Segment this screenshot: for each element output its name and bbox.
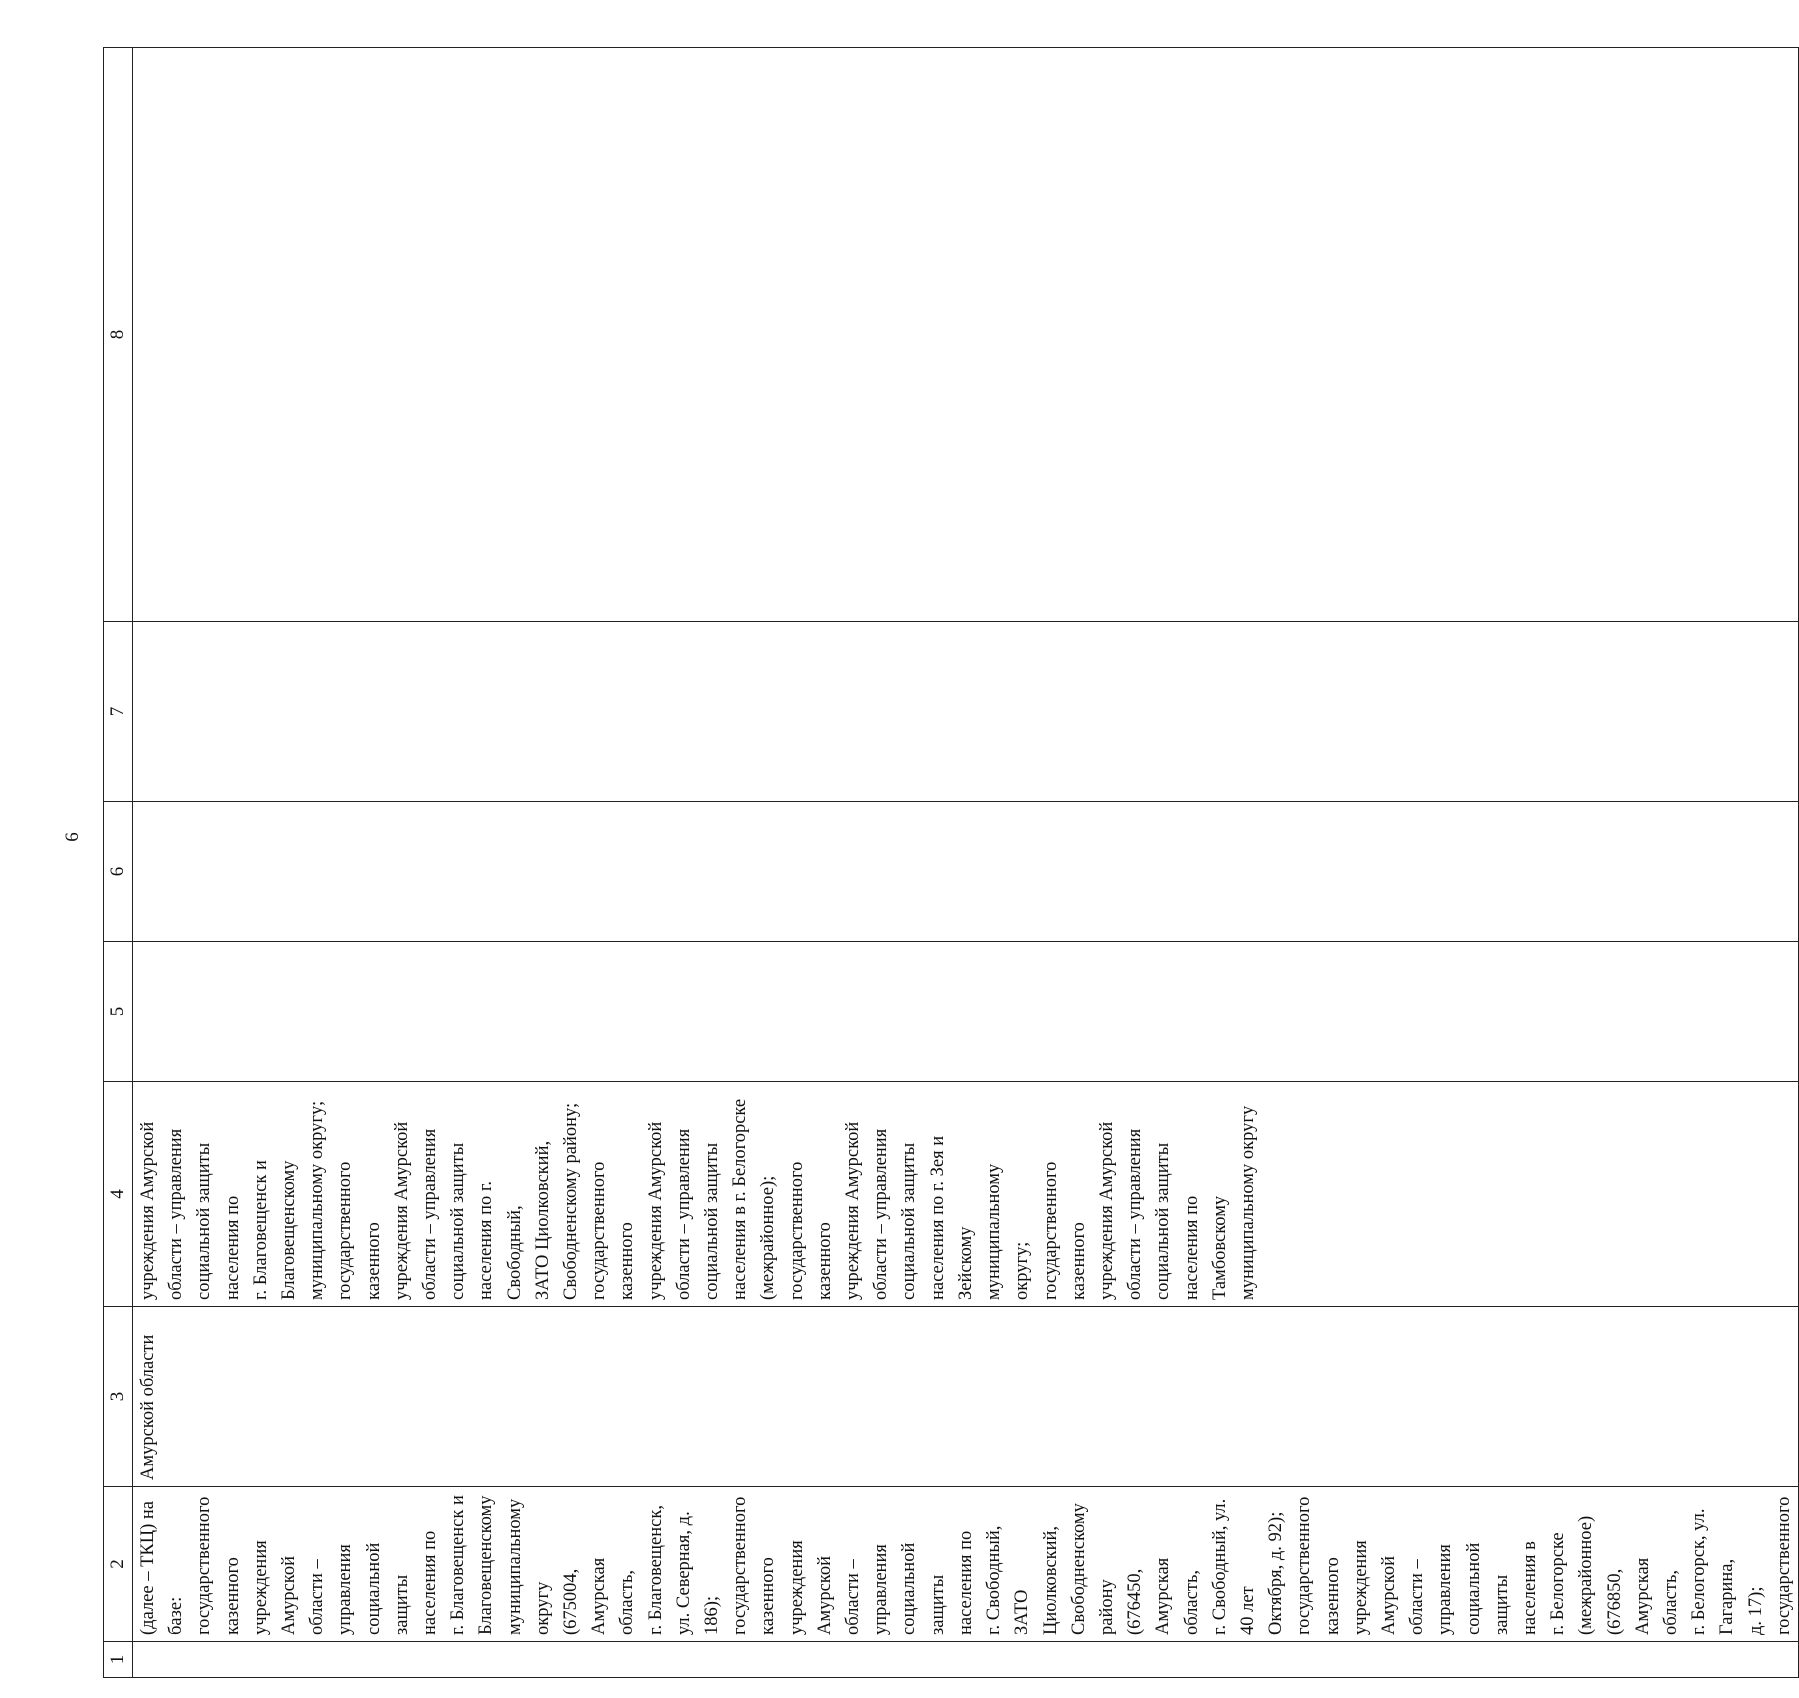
header-row [104, 48, 133, 1678]
cell-col4-text: учреждения Амурской области – управления социальной защиты населения по г. Благовещенск и Благовещенскому муниципальному округу; государственного казенного учреждения Амурской области – управления социальной защиты населения по г. Свободный, ЗАТО Циолковский, Свободненскому району; государственного казенного учреждения Амурской области – управления социальной защиты населения в г. Белогорске (межрайонное); государственного казенного учреждения Амурской области – управления социальной защиты населения по г. Зея и Зейскому муниципальному округу; государственного казенного учреждения Амурской области – управления социальной защиты населения по Тамбовскому муниципальному округу [138, 1098, 1258, 1300]
table-row [133, 48, 1799, 1678]
column-header-4: 4 [104, 1082, 133, 1307]
column-header-3: 3 [104, 1307, 133, 1487]
column-header-7: 7 [104, 622, 133, 802]
cell-col1 [133, 1642, 1799, 1678]
rotated-table-container [103, 48, 1794, 1678]
cell-col5 [133, 942, 1799, 1082]
column-header-6: 6 [104, 802, 133, 942]
cell-col2 [133, 1487, 1799, 1642]
cell-col3-text: Амурской области [138, 1334, 158, 1480]
cell-col6-text [133, 808, 134, 935]
cell-col1-text [133, 1648, 134, 1671]
cell-col8-text [133, 54, 134, 615]
column-header-5: 5 [104, 942, 133, 1082]
document-table [103, 47, 1799, 1678]
cell-col3 [133, 1307, 1799, 1487]
page-number: 6 [62, 832, 83, 842]
cell-col2-text: (далее – ТКЦ) на базе: государственного казенного учреждения Амурской области – управления социальной защиты населения по г. Благовещенск и Благовещенскому муниципальному округу (675004, Амурская область, г. Благовещенск, ул. Северная, д. 186); государственного казенного учреждения Амурской области – управления социальной защиты населения по г. Свободный, ЗАТО Циолковский, Свободненскому району (676450, Амурская область, г. Свободный, ул. 40 лет Октября, д. 92); государственного казенного учреждения Амурской области – управления социальной защиты населения в г. Белогорске (межрайонное) (676850, Амурская область, г. Белогорск, ул. Гагарина, д. 17); государственного [138, 1495, 1794, 1635]
cell-col4 [133, 1082, 1799, 1307]
cell-col8 [133, 48, 1799, 622]
column-header-8: 8 [104, 48, 133, 622]
column-header-2: 2 [104, 1487, 133, 1642]
cell-col5-text [133, 948, 134, 1075]
column-header-1: 1 [104, 1642, 133, 1678]
cell-col7 [133, 622, 1799, 802]
cell-col7-text [133, 628, 134, 795]
cell-col6 [133, 802, 1799, 942]
